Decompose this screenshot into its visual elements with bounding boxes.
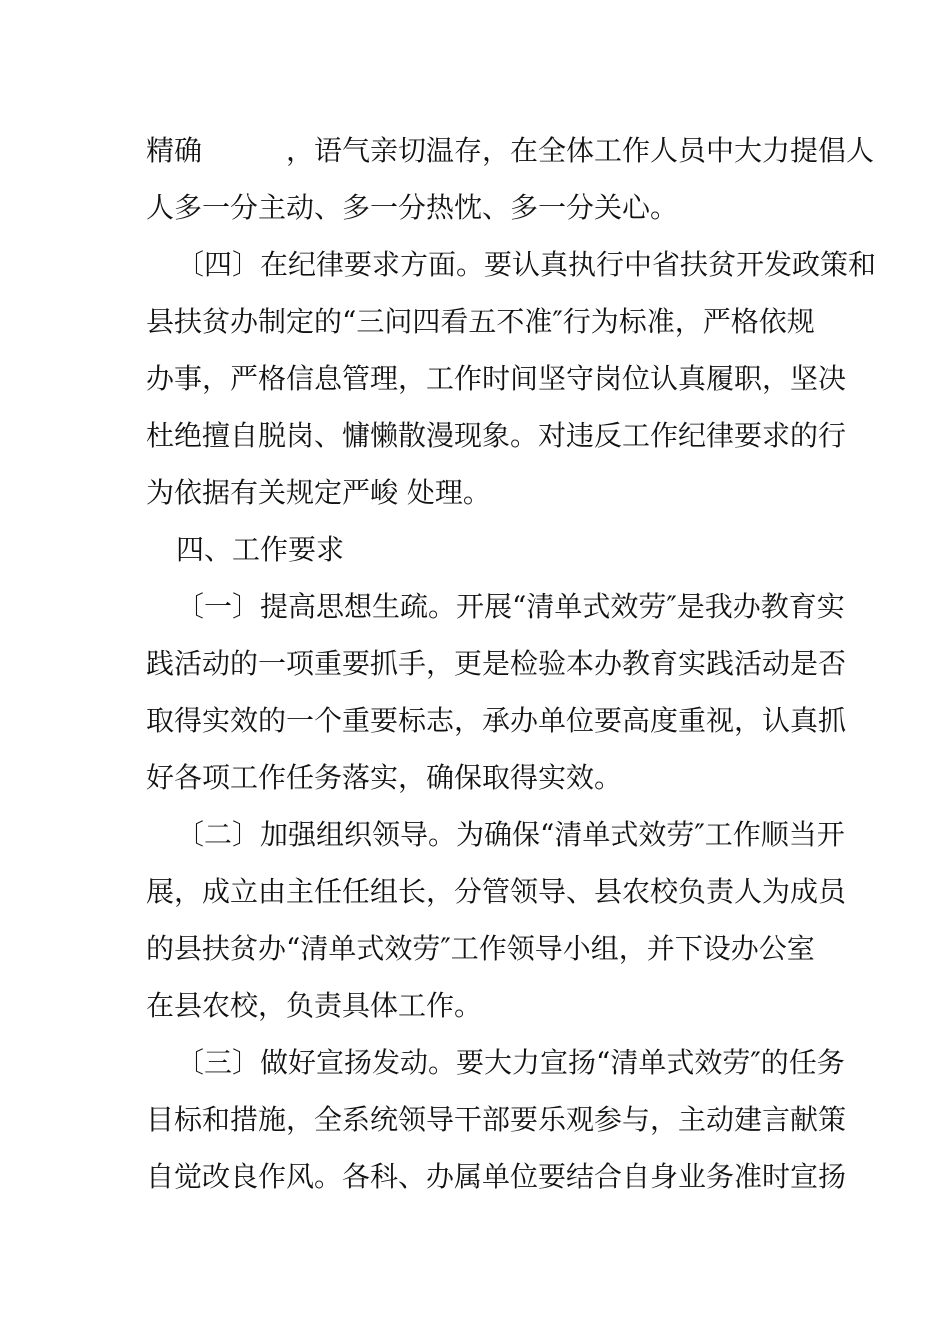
text-line [0,872,950,912]
line-text: 展，成立由主任任组长，分管领导、县农校负责人为成员 [146,875,847,908]
text-line [0,815,950,855]
text-line [0,1157,950,1197]
text-line [0,131,950,171]
line-text: 的县扶贫办“清单式效劳″工作领导小组，并下设办公室 [146,932,815,965]
text-line [0,587,950,627]
text-line [0,986,950,1026]
line-text: 精确 ，语气亲切温存，在全体工作人员中大力提倡人 [146,134,875,167]
section-heading [0,530,950,570]
text-line [0,929,950,969]
line-text: 〔一〕提高思想生疏。开展“清单式效劳″是我办教育实 [176,590,845,623]
text-line [0,302,950,342]
text-line [0,701,950,741]
line-text: 目标和措施，全系统领导干部要乐观参与，主动建言献策 [146,1103,847,1136]
text-line [0,758,950,798]
text-line [0,473,950,513]
line-text: 好各项工作任务落实，确保取得实效。 [146,761,623,794]
line-text: 在县农校，负责具体工作。 [146,989,483,1022]
heading-text: 四、工作要求 [176,533,345,566]
line-text: 践活动的一项重要抓手，更是检验本办教育实践活动是否 [146,647,847,680]
line-text: 县扶贫办制定的“三问四看五不准″行为标准，严格依规 [146,305,815,338]
text-line [0,188,950,228]
text-line [0,1043,950,1083]
line-text: 人多一分主动、多一分热忱、多一分关心。 [146,191,679,224]
line-text: 自觉改良作风。各科、办属单位要结合自身业务准时宣扬 [146,1160,847,1193]
text-line [0,1100,950,1140]
line-text: 〔四〕在纪律要求方面。要认真执行中省扶贫开发政策和 [176,248,877,281]
text-line [0,644,950,684]
text-line [0,359,950,399]
text-line [0,245,950,285]
line-text: 取得实效的一个重要标志，承办单位要高度重视，认真抓 [146,704,847,737]
line-text: 〔三〕做好宣扬发动。要大力宣扬“清单式效劳″的任务 [176,1046,845,1079]
line-text: 杜绝擅自脱岗、慵懒散漫现象。对违反工作纪律要求的行 [146,419,847,452]
line-text: 办事，严格信息管理，工作时间坚守岗位认真履职，坚决 [146,362,847,395]
line-text: 为依据有关规定严峻 处理。 [146,476,491,509]
line-text: 〔二〕加强组织领导。为确保“清单式效劳″工作顺当开 [176,818,845,851]
text-line [0,416,950,456]
